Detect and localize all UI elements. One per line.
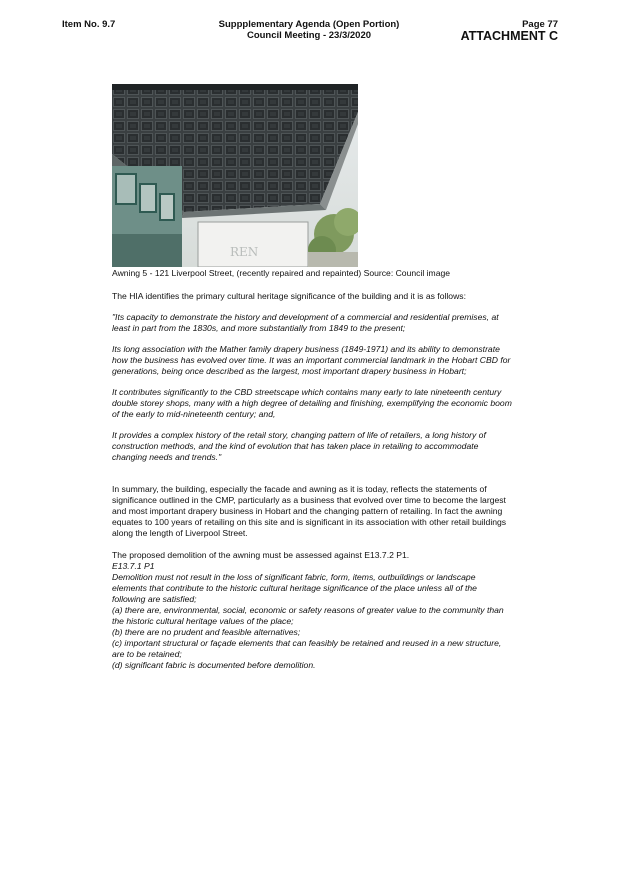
assessment-intro: The proposed demolition of the awning must be assessed against E13.7.2 P1. [112,550,410,560]
agenda-title: Suppplementary Agenda (Open Portion) [218,19,400,30]
attachment-label: ATTACHMENT C [460,29,558,43]
clause-body: Demolition must not result in the loss of significant fabric, form, items, outbuildings or landscape elements that contribute to the historic cultural heritage significance of the place unless all of the following are satisfied; [112,572,477,604]
shop-sign-text: REN [230,245,259,259]
clause-item: (c) important structural or façade elements that can feasibly be retained and reused in a new structure, are to be retained; [112,638,502,659]
page-header [461,19,558,43]
document-body [112,268,512,671]
clause-item: (a) there are, environmental, social, economic or safety reasons of greater value to the community than the historic cultural heritage values of the place; [112,605,504,626]
intro-paragraph: The HIA identifies the primary cultural heritage significance of the building and it is as follows: [112,291,466,301]
clause-item: (d) significant fabric is documented before demolition. [112,660,316,670]
clause-reference: E13.7.1 P1 [112,561,155,571]
significance-quote: Its long association with the Mather family drapery business (1849-1971) and its ability to demonstrate how the business has evolved over time. It was an important commercial landmark in the Hobart CBD for generations, being once described as the largest, most important drapery business in Hobart; [112,344,511,376]
clause-item: (b) there are no prudent and feasible alternatives; [112,627,301,637]
significance-quote: It provides a complex history of the retail story, changing pattern of life of retailers, a long history of construction methods, and the kind of evolution that has taken place in retailing to accommodate changing needs and trends." [112,430,486,462]
significance-quote: "Its capacity to demonstrate the history and development of a commercial and residential premises, at least in part from the 1830s, and more substantially from 1849 to the present; [112,312,499,333]
significance-quote: It contributes significantly to the CBD streetscape which contains many early to late nineteenth century double storey shops, many with a high degree of detailing and finishing, exemplifying the economic boom of the early to mid-nineteenth century; and, [112,387,512,419]
item-number: Item No. 9.7 [62,19,116,30]
page-number: Page 77 [522,19,558,30]
agenda-header [150,19,468,41]
meeting-date: Council Meeting - 23/3/2020 [246,30,372,41]
summary-paragraph: In summary, the building, especially the facade and awning as it is today, reflects the statements of significance outlined in the CMP, particularly as a business that evolved over time to become the largest and most important drapery business in Hobart and the changing pattern of retailing. In fact the awning equates to 100 years of retailing on this site and is significant in its association with other retail buildings along the length of Liverpool Street. [112,484,507,538]
photo-caption: Awning 5 - 121 Liverpool Street, (recently repaired and repainted) Source: Council image [112,268,451,278]
awning-photo [112,84,358,267]
